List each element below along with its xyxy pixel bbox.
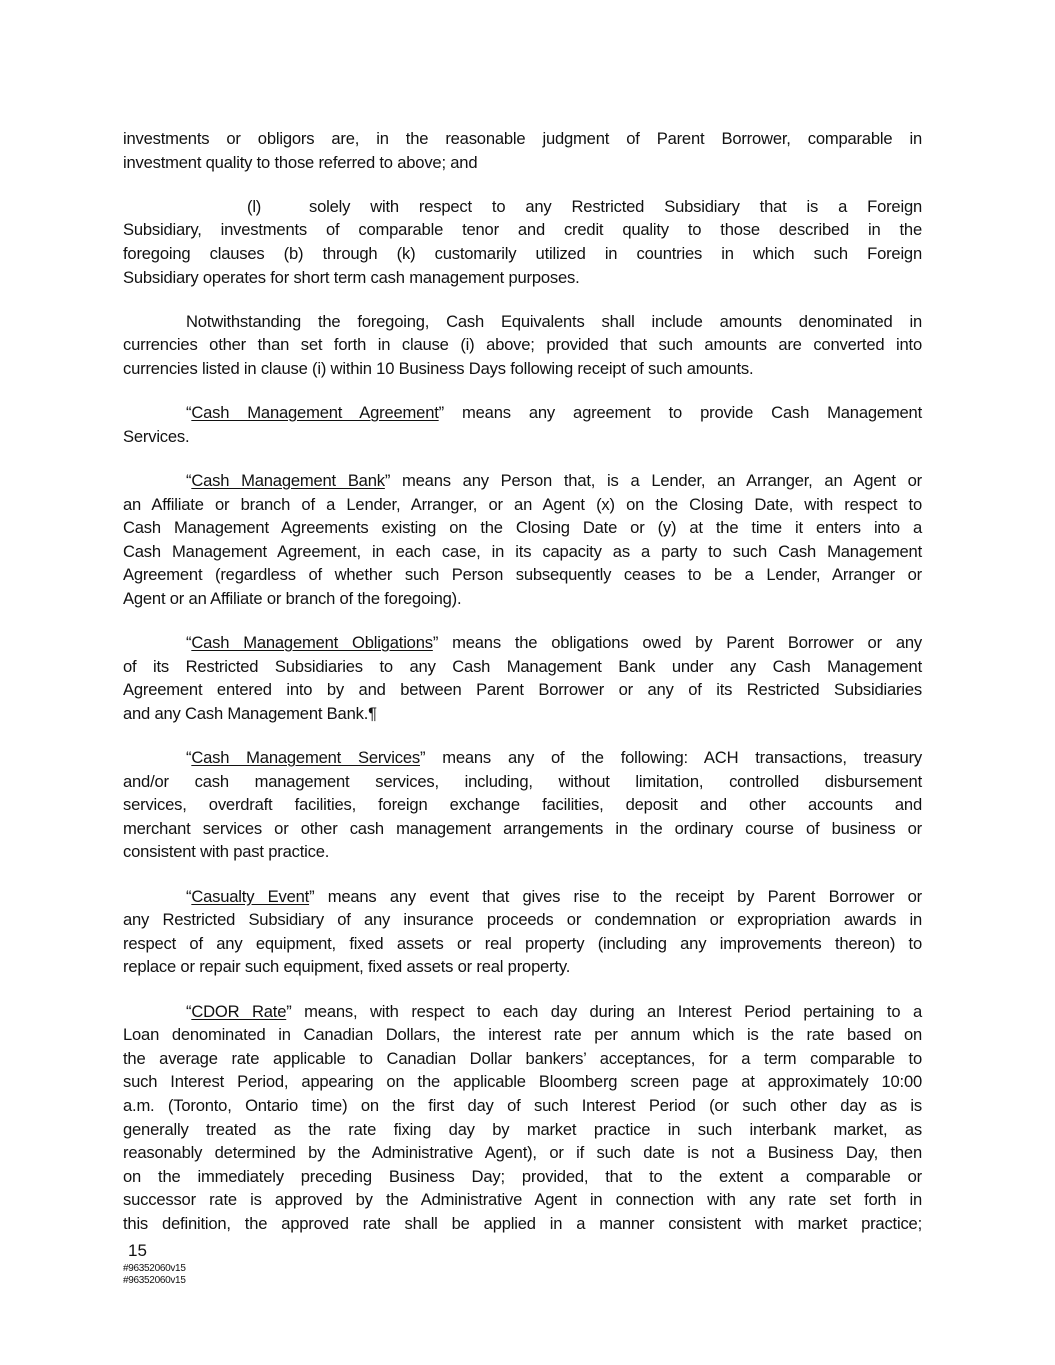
line-text: respect of any equipment, fixed assets or real property (including any improvements thereon) to [123, 933, 922, 953]
text-line [123, 908, 922, 932]
text-line [123, 493, 922, 517]
clause-label: (l) [247, 196, 262, 216]
close-quote: ” [419, 748, 426, 768]
line-text: this definition, the approved rate shall be applied in a manner consistent with market practice; [123, 1213, 922, 1233]
text-line [123, 540, 922, 564]
page-number: 15 [128, 1241, 147, 1260]
line-text: means any of the following: ACH transactions, treasury [425, 748, 922, 768]
text-line [123, 1094, 922, 1118]
document-id: #96352060v15 [123, 1263, 186, 1274]
line-text: merchant services or other cash management arrangements in the ordinary course of business or [123, 818, 922, 838]
close-quote: ” [286, 1001, 292, 1021]
line-text: and any Cash Management Bank.¶ [123, 703, 377, 723]
text-line [123, 1212, 922, 1236]
page-footer [128, 1241, 147, 1261]
line-text: Subsidiary, investments of comparable tenor and credit quality to those described in the [123, 220, 922, 240]
text-line [123, 817, 922, 841]
document-id: #96352060v15 [123, 1275, 186, 1286]
open-quote: “ [186, 470, 192, 490]
text-line [123, 333, 922, 357]
line-text: currencies listed in clause (i) within 10 Business Days following receipt of such amounts. [123, 358, 754, 378]
defined-term: Cash Management Bank [191, 470, 385, 490]
open-quote: “ [186, 633, 192, 653]
line-text: successor rate is approved by the Administrative Agent in connection with any rate set forth in [123, 1190, 922, 1210]
line-text: investment quality to those referred to above; and [123, 152, 478, 172]
line-text: reasonably determined by the Administrative Agent), or if such date is not a Business Day, then [123, 1143, 922, 1163]
line-text: Agreement (regardless of whether such Person subsequently ceases to be a Lender, Arranger or [123, 565, 922, 585]
definition-paragraph [123, 469, 922, 611]
line-text: consistent with past practice. [123, 842, 330, 862]
definition-paragraph [123, 746, 922, 864]
line-text: means, with respect to each day during an Interest Period pertaining to a [291, 1001, 922, 1021]
text-line [123, 885, 922, 909]
text-line [123, 746, 922, 770]
text-line [123, 1188, 922, 1212]
text-line [123, 195, 922, 219]
document-body [123, 127, 922, 1256]
close-quote: ” [309, 886, 315, 906]
line-text: means the obligations owed by Parent Borrower or any [438, 633, 923, 653]
open-quote: “ [186, 1001, 192, 1021]
text-line [123, 151, 922, 175]
text-line [123, 1165, 922, 1189]
text-line [123, 955, 922, 979]
line-text: means any agreement to provide Cash Management [443, 403, 922, 423]
defined-term: CDOR Rate [191, 1001, 287, 1021]
text-line [123, 702, 922, 726]
line-text: foregoing clauses (b) through (k) customarily utilized in countries in which such Foreign [123, 243, 922, 263]
close-quote: ” [432, 633, 439, 653]
text-line [123, 1141, 922, 1165]
text-line [123, 469, 922, 493]
text-line [123, 1118, 922, 1142]
line-text: Agent or an Affiliate or branch of the foregoing). [123, 588, 462, 608]
line-text: a.m. (Toronto, Ontario time) on the first day of such Interest Period (or such other day as is [123, 1095, 922, 1115]
definition-paragraph [123, 401, 922, 448]
line-text: an Affiliate or branch of a Lender, Arranger, or an Agent (x) on the Closing Date, with respect to [123, 494, 922, 514]
text-line [123, 631, 922, 655]
defined-term: Casualty Event [191, 886, 310, 906]
text-line [123, 242, 922, 266]
line-text: on the immediately preceding Business Day; provided, that to the extent a comparable or [123, 1166, 922, 1186]
paragraph [123, 310, 922, 381]
line-text: Loan denominated in Canadian Dollars, the interest rate per annum which is the rate based on [123, 1025, 922, 1045]
text-line [123, 840, 922, 864]
line-text: investments or obligors are, in the reasonable judgment of Parent Borrower, comparable in [123, 129, 922, 148]
defined-term: Cash Management Agreement [191, 403, 439, 423]
text-line [123, 655, 922, 679]
text-line [123, 1047, 922, 1071]
text-line [123, 587, 922, 611]
line-text: generally treated as the rate fixing day by market practice in such interbank market, as [123, 1119, 922, 1139]
text-line [123, 127, 922, 151]
line-text: means any event that gives rise to the receipt by Parent Borrower or [314, 886, 922, 906]
line-text: such Interest Period, appearing on the applicable Bloomberg screen page at approximately 10:00 [123, 1072, 922, 1092]
text-line [123, 770, 922, 794]
line-text: solely with respect to any Restricted Subsidiary that is a Foreign [309, 196, 922, 216]
line-text: any Restricted Subsidiary of any insurance proceeds or condemnation or expropriation awards in [123, 910, 922, 930]
text-line [123, 425, 922, 449]
text-line [123, 1000, 922, 1024]
defined-term: Cash Management Services [191, 748, 420, 768]
paragraph [123, 127, 922, 174]
text-line [123, 310, 922, 334]
definition-paragraph [123, 631, 922, 725]
text-line [123, 678, 922, 702]
paragraph [123, 195, 922, 289]
defined-term: Cash Management Obligations [191, 633, 433, 653]
text-line [123, 266, 922, 290]
text-line [123, 1023, 922, 1047]
line-text: replace or repair such equipment, fixed assets or real property. [123, 957, 571, 977]
line-text: Services. [123, 426, 190, 446]
close-quote: ” [384, 470, 391, 490]
text-line [123, 1070, 922, 1094]
definition-paragraph [123, 885, 922, 979]
line-text: Subsidiary operates for short term cash management purposes. [123, 267, 580, 287]
line-text: currencies other than set forth in clause (i) above; provided that such amounts are converted into [123, 335, 922, 355]
line-text: and/or cash management services, including, without limitation, controlled disbursement [123, 771, 922, 791]
line-text: Cash Management Agreement, in each case, in its capacity as a party to such Cash Management [123, 541, 922, 561]
text-line [123, 793, 922, 817]
text-line [123, 516, 922, 540]
text-line [123, 563, 922, 587]
text-line [123, 401, 922, 425]
line-text: Notwithstanding the foregoing, Cash Equivalents shall include amounts denominated in [186, 311, 922, 331]
open-quote: “ [186, 886, 192, 906]
definition-paragraph [123, 1000, 922, 1236]
line-text: Cash Management Agreements existing on the Closing Date or (y) at the time it enters into a [123, 518, 922, 538]
text-line [123, 357, 922, 381]
line-text: means any Person that, is a Lender, an Arranger, an Agent or [390, 470, 922, 490]
text-line [123, 932, 922, 956]
line-text: of its Restricted Subsidiaries to any Cash Management Bank under any Cash Management [123, 656, 922, 676]
close-quote: ” [438, 403, 444, 423]
line-text: Agreement entered into by and between Parent Borrower or any of its Restricted Subsidiaries [123, 680, 922, 700]
open-quote: “ [186, 403, 192, 423]
line-text: services, overdraft facilities, foreign exchange facilities, deposit and other accounts and [123, 795, 922, 815]
open-quote: “ [186, 748, 192, 768]
text-line [123, 218, 922, 242]
line-text: the average rate applicable to Canadian Dollar bankers’ acceptances, for a term comparable to [123, 1048, 922, 1068]
